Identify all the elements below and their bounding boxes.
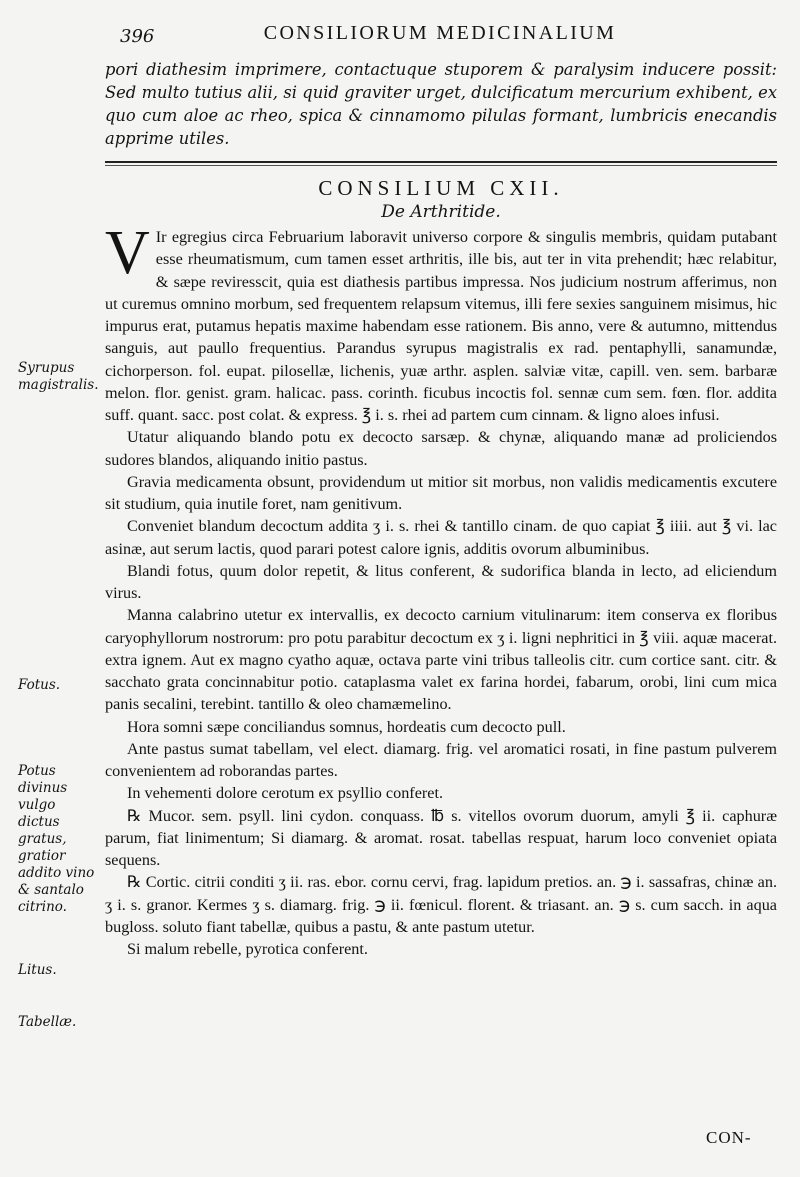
paragraph-1 bbox=[105, 219, 777, 426]
margin-note-fotus: Fotus. bbox=[18, 677, 61, 693]
paragraph-12: Si malum rebelle, pyrotica conferent. bbox=[127, 940, 368, 958]
paragraph-11: ℞ Cortic. citrii conditi ʒ ii. ras. ebor. cornu cervi, frag. lapidum pretios. an. ℈ i. sassafras, chinæ an. ʒ i. s. granor. Kermes ʒ s. diamarg. frig. ℈ ii. fœnicul. florent. & triasant. an. ℈ s. cum sacch. in aqua bugloss. soluto fiant tabellæ, quibus a pastu, & ante pastum utetur. bbox=[105, 873, 777, 936]
consilium-subtitle: De Arthritide. bbox=[381, 202, 501, 222]
paragraph-10: ℞ Mucor. sem. psyll. lini cydon. conquass. ℔ s. vitellos ovorum duorum, amyli ℥ ii. caphuræ parum, fiat linimentum; Si diamarg. & aromat. rosat. tabellas respuat, harum loco conveniet opiata sequens. bbox=[105, 806, 777, 869]
drop-cap: V bbox=[105, 219, 150, 287]
paragraph-6: Manna calabrino utetur ex intervallis, ex decocto carnium vitulinarum: item conserva ex floribus caryophyllorum nostrorum: pro potu parabitur decoctum ex ʒ i. ligni nephritici in ℥ viii. aquæ macerat. extra ignem. Aut ex magno cyatho aquæ, octava parte vini tribus talleolis citr. cum cortice sant. citr. & sacchato grata concinnabitur potio. cataplasma valet ex farina hordei, fabarum, orobi, lini cum mica panis secalini, terebint. tantillo & oleo chamæmelino. bbox=[105, 606, 777, 714]
margin-note-tabella: Tabellæ. bbox=[18, 1014, 77, 1030]
paragraph-7: Hora somni sæpe conciliandus somnus, hordeatis cum decocto pull. bbox=[127, 717, 566, 736]
margin-note-potus: Potus divinus vulgo dictus gratus, gratior addito vino & santalo citrino. bbox=[18, 763, 95, 915]
paragraph-2: Utatur aliquando blando potu ex decocto sarsæp. & chynæ, aliquando manæ ad proliciendos sudores blandos, aliquando initio pastus. bbox=[105, 428, 777, 469]
paragraph-3: Gravia medicamenta obsunt, providendum ut mitior sit morbus, non validis medicamentis excutere sit studium, quia inutile foret, nam genitivum. bbox=[105, 472, 777, 513]
intro-paragraph: pori diathesim imprimere, contactuque stuporem & paralysim inducere possit: Sed multo tutius alii, si quid graviter urget, dulcificatum mercurium exhibent, ex quo cum aloe ac rheo, spica & cinnamomo pilulas formant, lumbricis enecandis apprime utiles. bbox=[105, 60, 777, 148]
paragraph-1-text: Ir egregius circa Februarium laboravit universo corpore & singulis membris, quidam putabant esse rheumatismum, cum tamen esset arthritis, ille bis, aut ter in vita prehendit; hæc relabitur, & sæpe reviresscit, quia est diathesis partibus impressa. Nos judicium nostrum afferimus, non ut curemus omnino morbum, sed frequentem relapsum vitemus, illi fere sexies sanguinem misimus, hic impurus erat, putamus hepatis maxime habendam esse rationem. Bis anno, vere & autumno, mittendus sanguis, aut paullo frequentius. Parandus syrupus magistralis ex rad. pentaphylli, sanamundæ, cichorperson. fol. eupat. pilosellæ, lichenis, yuæ arthr. asplen. salviæ vitæ, capill. ven. sem. barbaræ melon. flor. genist. gram. halicac. pass. corinth. ficubus incoctis fol. sennæ cum sem. fœn. flor. addita suff. quant. sacc. post colat. & express. ℥ i. s. rhei ad partem cum cinnam. & ligno aloes infusi. bbox=[105, 228, 777, 424]
running-title: CONSILIORUM MEDICINALIUM bbox=[263, 22, 617, 44]
section-divider bbox=[105, 161, 777, 163]
body-text bbox=[105, 219, 777, 960]
section-divider-thin bbox=[105, 165, 777, 166]
paragraph-8: Ante pastus sumat tabellam, vel elect. diamarg. frig. vel aromatici rosati, in fine pastum pulverem convenientem ad roborandas partes. bbox=[105, 739, 777, 780]
page-number: 396 bbox=[120, 26, 155, 47]
paragraph-9: In vehementi dolore cerotum ex psyllio conferet. bbox=[127, 784, 443, 803]
consilium-title: CONSILIUM CXII. bbox=[318, 176, 564, 200]
margin-note-litus: Litus. bbox=[18, 962, 57, 978]
margin-note-syrupus: Syrupus magistralis. bbox=[18, 360, 99, 393]
page-header bbox=[110, 22, 770, 52]
paragraph-5: Blandi fotus, quum dolor repetit, & litus conferent, & sudorifica blanda in lecto, ad eliciendum virus. bbox=[105, 561, 777, 602]
catchword: CON- bbox=[706, 1128, 752, 1147]
paragraph-4: Conveniet blandum decoctum addita ʒ i. s. rhei & tantillo cinam. de quo capiat ℥ iiii. aut ℥ vi. lac asinæ, aut serum lactis, quod parari potest calore ignis, additis ovorum albuminibus. bbox=[105, 517, 777, 558]
